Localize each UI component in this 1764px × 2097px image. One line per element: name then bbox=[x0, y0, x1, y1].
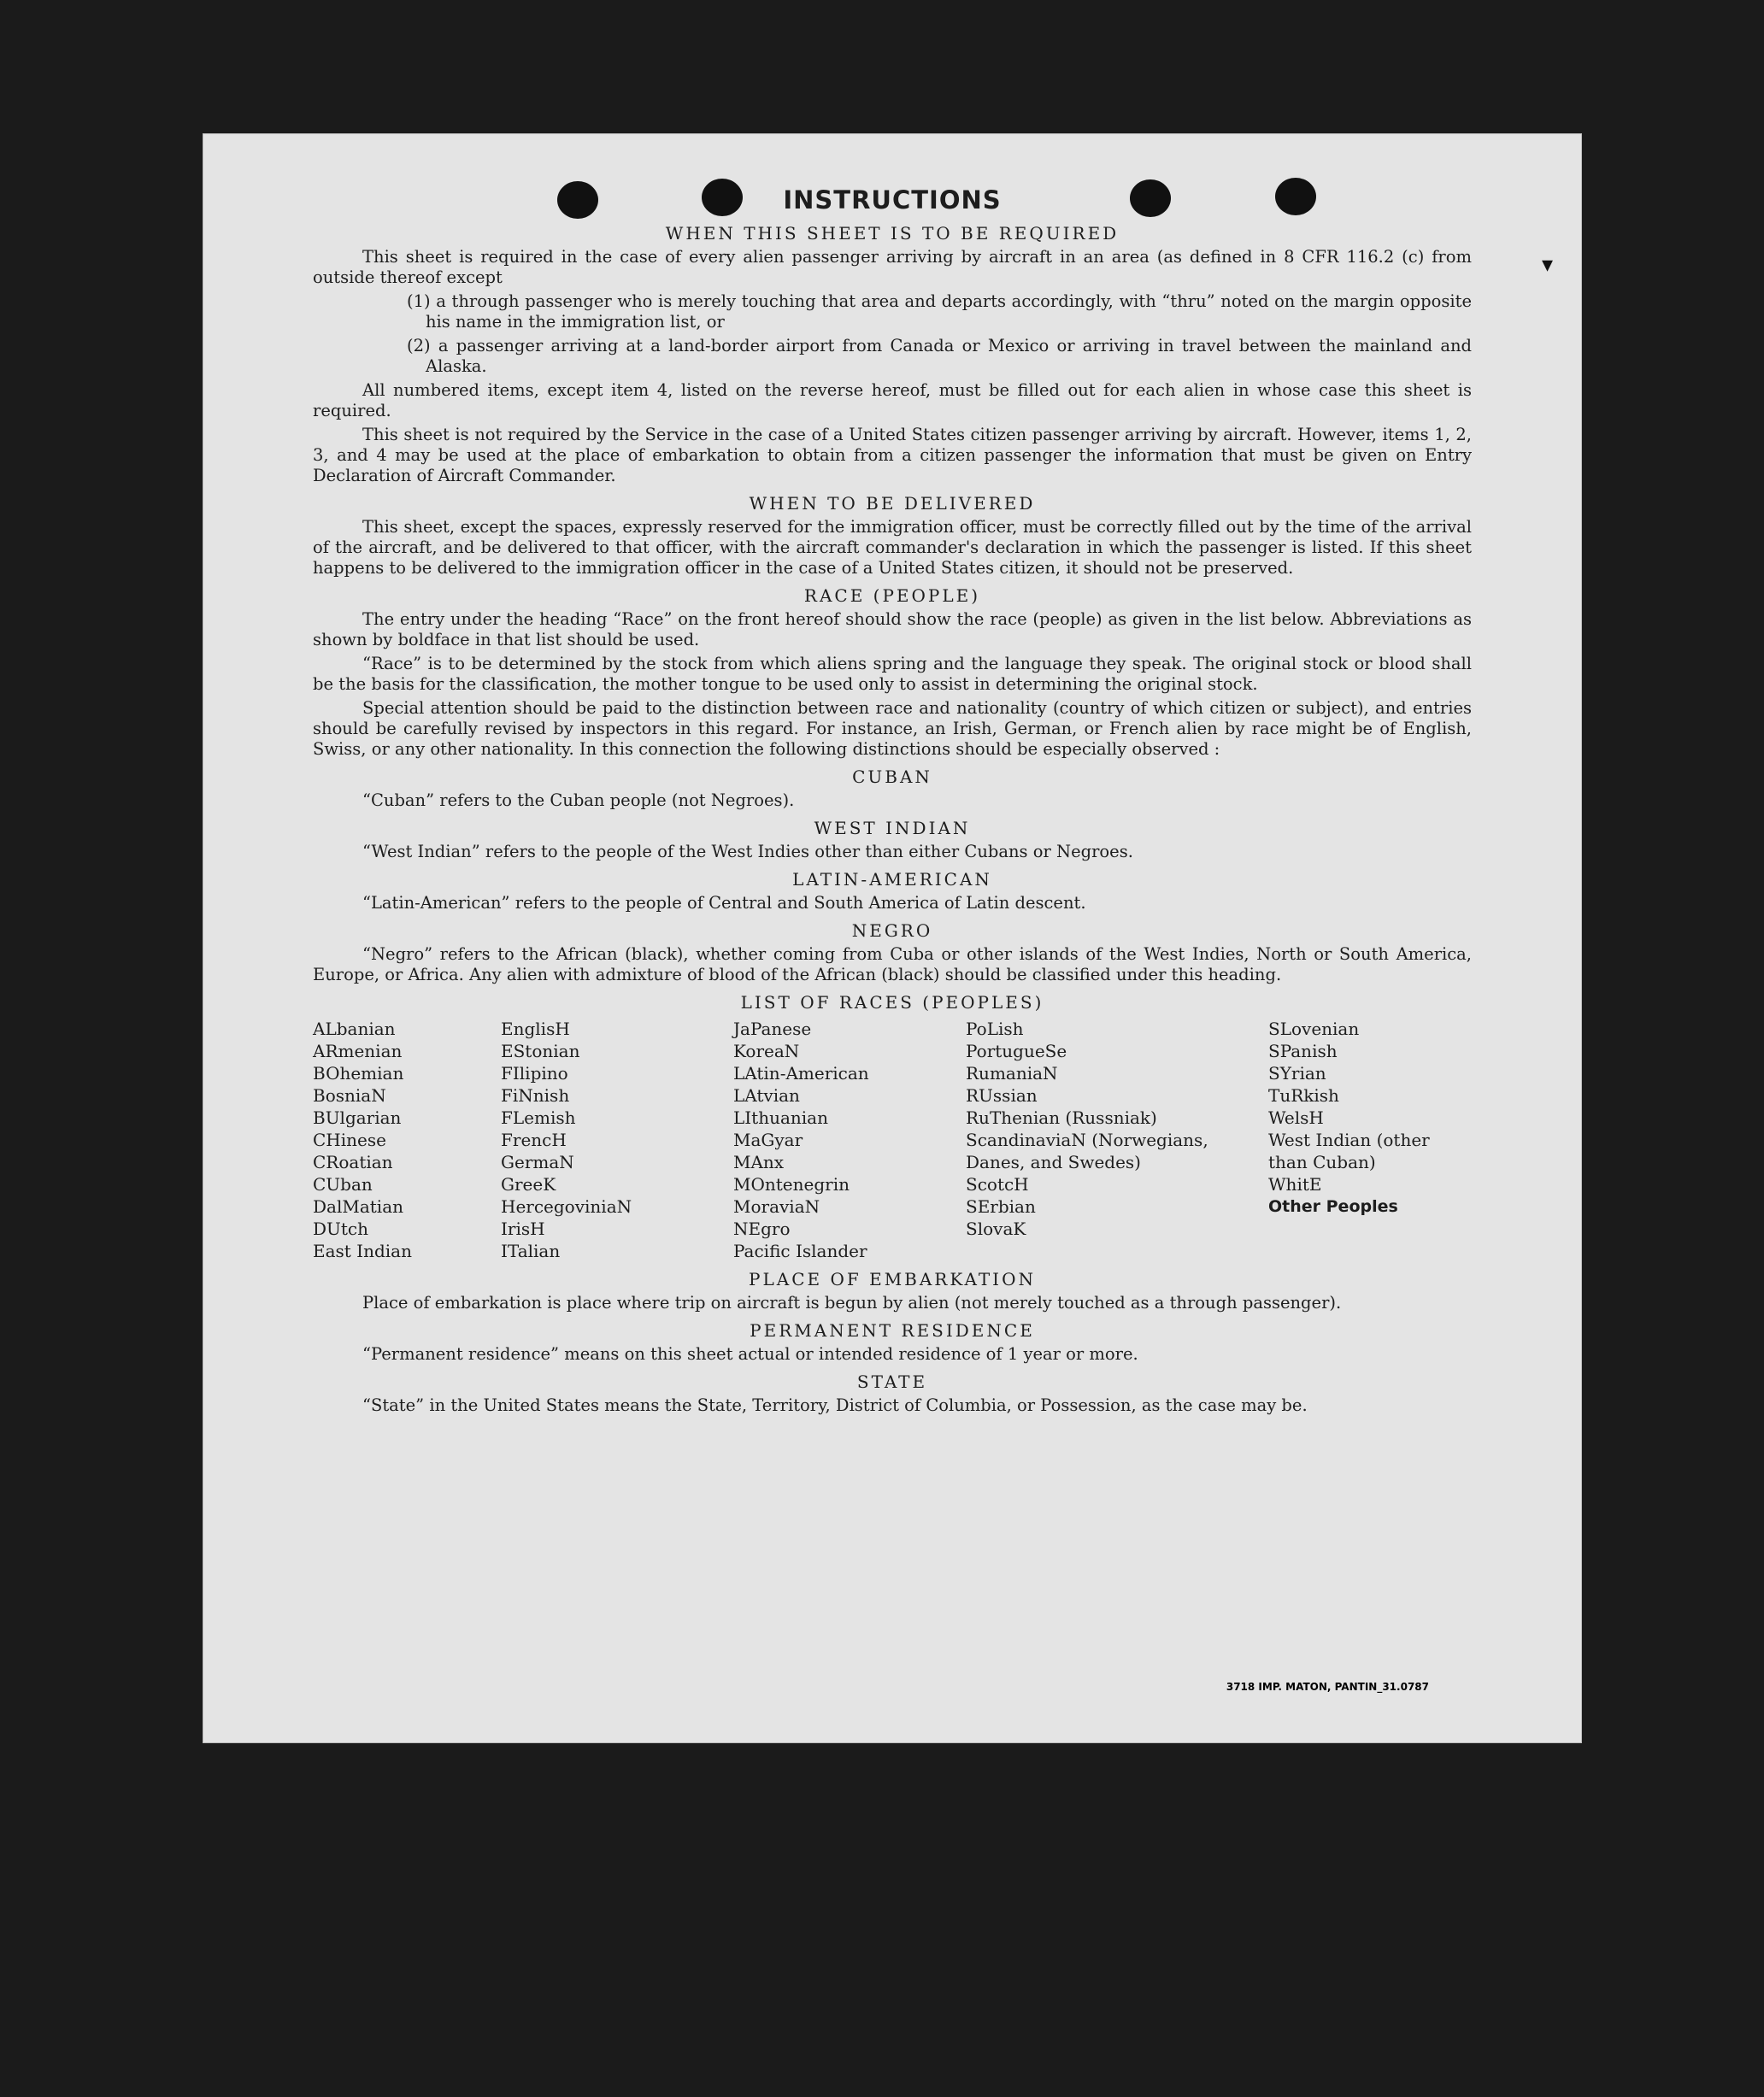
page-title: INSTRUCTIONS bbox=[783, 185, 1002, 214]
race-entry: GermaN bbox=[501, 1152, 574, 1172]
race-entry: EnglisH bbox=[501, 1019, 570, 1039]
list-item: (2) a passenger arriving at a land-border airport from Canada or Mexico or arriving in travel between the mainland and Alaska. bbox=[407, 336, 1472, 376]
race-entry: RumaniaN bbox=[966, 1063, 1058, 1084]
paragraph: “Permanent residence” means on this sheet actual or intended residence of 1 year or more. bbox=[362, 1344, 1138, 1364]
race-entry: LAtin-American bbox=[733, 1063, 869, 1084]
race-entry: BosniaN bbox=[313, 1085, 386, 1106]
list-item: (1) a through passenger who is merely touching that area and departs accordingly, with “thru” noted on the margin opposite his name in the immigration list, or bbox=[407, 291, 1472, 332]
race-entry: PortugueSe bbox=[966, 1041, 1067, 1061]
race-entry: MaGyar bbox=[733, 1130, 803, 1150]
race-entry: CHinese bbox=[313, 1130, 386, 1150]
instructions-content bbox=[313, 185, 1472, 1419]
race-entry: SErbian bbox=[966, 1196, 1036, 1217]
race-entry: FIlipino bbox=[501, 1063, 568, 1084]
race-entry: EStonian bbox=[501, 1041, 580, 1061]
race-entry: HercegoviniaN bbox=[501, 1196, 632, 1217]
race-entry: IrisH bbox=[501, 1219, 545, 1239]
race-entry: SLovenian bbox=[1268, 1019, 1360, 1039]
race-entry: East Indian bbox=[313, 1241, 412, 1261]
paragraph: “Negro” refers to the African (black), whether coming from Cuba or other islands of the West Indies, North or South America, Europe, or Africa. Any alien with admixture of blood of the African (black) should be classified under this heading. bbox=[313, 944, 1472, 984]
section-heading: PERMANENT RESIDENCE bbox=[750, 1320, 1035, 1341]
margin-mark: ▾ bbox=[1542, 252, 1554, 278]
section-heading: CUBAN bbox=[852, 767, 932, 787]
paragraph: “Latin-American” refers to the people of Central and South America of Latin descent. bbox=[362, 893, 1086, 913]
race-entry: JaPanese bbox=[733, 1019, 812, 1039]
section-heading: WHEN TO BE DELIVERED bbox=[749, 493, 1036, 514]
race-entry: KoreaN bbox=[733, 1041, 800, 1061]
section-heading: LIST OF RACES (PEOPLES) bbox=[740, 992, 1044, 1013]
race-entry: LIthuanian bbox=[733, 1107, 828, 1128]
race-entry: RUssian bbox=[966, 1085, 1038, 1106]
race-entry: ITalian bbox=[501, 1241, 561, 1261]
paragraph: “West Indian” refers to the people of the West Indies other than either Cubans or Negroes. bbox=[362, 842, 1133, 861]
race-entry: West Indian (other than Cuban) bbox=[1268, 1130, 1430, 1172]
paragraph: “Race” is to be determined by the stock from which aliens spring and the language they speak. The original stock or blood shall be the basis for the classification, the mother tongue to be used only to assist in determining the original stock. bbox=[313, 654, 1472, 694]
race-entry: BUlgarian bbox=[313, 1107, 402, 1128]
race-entry: DalMatian bbox=[313, 1196, 403, 1217]
paragraph: All numbered items, except item 4, listed on the reverse hereof, must be filled out for each alien in whose case this sheet is required. bbox=[313, 380, 1472, 420]
paragraph: “State” in the United States means the State, Territory, District of Columbia, or Possession, as the case may be. bbox=[362, 1395, 1308, 1415]
race-entry: RuThenian (Russniak) bbox=[966, 1107, 1157, 1128]
section-heading: PLACE OF EMBARKATION bbox=[749, 1269, 1036, 1289]
race-entry: MOntenegrin bbox=[733, 1174, 850, 1195]
races-column bbox=[313, 1018, 501, 1262]
section-heading: LATIN-AMERICAN bbox=[792, 869, 992, 890]
race-entry: ScotcH bbox=[966, 1174, 1029, 1195]
races-column bbox=[733, 1018, 966, 1262]
race-entry: FLemish bbox=[501, 1107, 576, 1128]
paragraph: Place of embarkation is place where trip on aircraft is begun by alien (not merely touched as a through passenger). bbox=[362, 1293, 1342, 1313]
section-heading: NEGRO bbox=[851, 920, 933, 941]
race-entry: ARmenian bbox=[313, 1041, 403, 1061]
race-entry: BOhemian bbox=[313, 1063, 404, 1084]
race-entry: WelsH bbox=[1268, 1107, 1324, 1128]
race-entry: PoLish bbox=[966, 1019, 1024, 1039]
race-entry: LAtvian bbox=[733, 1085, 800, 1106]
races-column bbox=[966, 1018, 1268, 1262]
race-entry: CRoatian bbox=[313, 1152, 393, 1172]
races-column bbox=[1268, 1018, 1472, 1262]
race-entry: Other Peoples bbox=[1268, 1197, 1398, 1216]
section-heading: WEST INDIAN bbox=[814, 818, 971, 838]
race-entry: ALbanian bbox=[313, 1019, 396, 1039]
race-entry: GreeK bbox=[501, 1174, 556, 1195]
race-entry: SYrian bbox=[1268, 1063, 1326, 1084]
race-entry: FrencH bbox=[501, 1130, 567, 1150]
race-entry: MoraviaN bbox=[733, 1196, 820, 1217]
race-entry: WhitE bbox=[1268, 1174, 1322, 1195]
race-entry: ScandinaviaN (Norwegians, Danes, and Swedes) bbox=[966, 1130, 1208, 1172]
printer-mark: 3718 IMP. MATON, PANTIN_31.0787 bbox=[1226, 1681, 1429, 1693]
paragraph: The entry under the heading “Race” on the front hereof should show the race (people) as given in the list below. Abbreviations as shown by boldface in that list should be used. bbox=[313, 609, 1472, 649]
section-heading: RACE (PEOPLE) bbox=[803, 585, 981, 606]
races-list bbox=[313, 1018, 1472, 1262]
race-entry: NEgro bbox=[733, 1219, 791, 1239]
race-entry: DUtch bbox=[313, 1219, 369, 1239]
race-entry: SPanish bbox=[1268, 1041, 1338, 1061]
race-entry: FiNnish bbox=[501, 1085, 570, 1106]
paragraph: Special attention should be paid to the distinction between race and nationality (country of which citizen or subject), and entries should be carefully revised by inspectors in this regard. For instance, an Irish, German, or French alien by race might be of English, Swiss, or any other nationality. In this connection the following distinctions should be especially observed : bbox=[313, 698, 1472, 759]
paragraph: This sheet is not required by the Service in the case of a United States citizen passenger arriving by aircraft. However, items 1, 2, 3, and 4 may be used at the place of embarkation to obtain from a citizen passenger the information that must be given on Entry Declaration of Aircraft Commander. bbox=[313, 425, 1472, 485]
races-column bbox=[501, 1018, 733, 1262]
section-heading: STATE bbox=[856, 1372, 928, 1392]
race-entry: Pacific Islander bbox=[733, 1241, 867, 1261]
race-entry: TuRkish bbox=[1268, 1085, 1339, 1106]
section-heading: WHEN THIS SHEET IS TO BE REQUIRED bbox=[665, 223, 1120, 244]
document-page bbox=[203, 134, 1581, 1742]
paragraph: This sheet, except the spaces, expressly reserved for the immigration officer, must be correctly filled out by the time of the arrival of the aircraft, and be delivered to that officer, with the aircraft commander's declaration in which the passenger is listed. If this sheet happens to be delivered to the immigration officer in the case of a United States citizen, it should not be preserved. bbox=[313, 517, 1472, 578]
race-entry: MAnx bbox=[733, 1152, 785, 1172]
race-entry: CUban bbox=[313, 1174, 373, 1195]
race-entry: SlovaK bbox=[966, 1219, 1026, 1239]
paragraph: This sheet is required in the case of every alien passenger arriving by aircraft in an area (as defined in 8 CFR 116.2 (c) from outside thereof except bbox=[313, 247, 1472, 287]
paragraph: “Cuban” refers to the Cuban people (not Negroes). bbox=[362, 790, 795, 810]
